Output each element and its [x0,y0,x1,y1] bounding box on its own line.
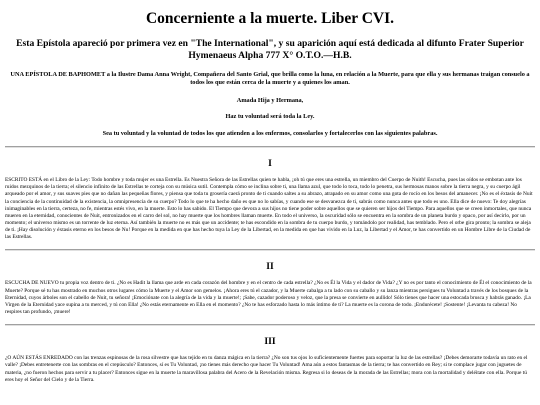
law-statement: Haz tu voluntad será toda la Ley. [225,113,315,121]
divider [5,249,535,251]
page-title: Concerniente a la muerte. Liber CVI. [145,10,395,27]
section-number: III [264,336,276,348]
blessing-paragraph: Sea tu voluntad y la voluntad de todos los que atienden a los enfermos, consolarlos y fortalecerlos con las siguientes palabras. [102,129,438,137]
section-text: ¿O AÚN ESTÁS ENREDADO con las trenzas espinosas de la rosa silvestre que has tejido en tu danza mágica en la tierra? ¿No son tus ojos lo suficientemente fuertes para soportar la luz de las estrellas? ¡Debes demorarte todavía un rato en el valle? ¡Debes entretenerte con las sombras en el crepúsculo? Entonces, sí es Tu Voluntad, ¡no tienes más derecho que hacer Tu Voluntad! Ama aún a estos fantasmas de la tierra; te has convertido en Rey; si te complace jugar con juguetes de materia, ¿no fueron hechos para servir a tu placer? Entonces sigue en la muerte la maravillosa palabra del Acero de la Revelación misma. Regresa si lo deseas de la morada de las Estrellas; mora con la mortalidad y deléitate con ella. Porque tú eres hoy el Señor del Cielo y de la Tierra. [5,355,528,383]
subtitle: Esta Epístola apareció por primera vez en "The International", y su aparición aquí está dedicada al difunto Frater Superior Hymenaeus Alpha 777 X° O.T.O.—H.B. [16,38,524,61]
salutation: Amada Hija y Hermana, [236,96,304,104]
section-text: ESCRITO ESTÁ en el Libro de la Ley: Todo hombre y toda mujer es una Estrella. Es Nuestra Señora de las Estrellas quien te habla, ¡oh tú que eres una estrella, un miembro del Cuerpo de Nuith! Escucha, pues las oídos se embotan ante los ruidos mezquinos de la tierra; el silencio infinito de las Estrellas te corteja con su música sutil. Contempla cómo se inclina sobre ti, una llama azul, que todo lo toca, todo lo penetra, sus hermosas manos sobre la tierra negra, y su cuerpo ágil arqueado por el amor, y sus suaves pies que no dañan las pequeñas flores, y piensa que toda tu grosería caerá pronto de ti cuando saltes a su abrazo, atrapado en su amor como una gota de rocío en los besos del amanecer. ¡No es el éxtasis de Nuit la conciencia de la continuidad de la existencia, la omnipresencia de su cuerpo? Todo lo que te ha hecho daño es que no lo sabías, y cuando ese se desvanezca de ti, sabrás como nunca antes que todo es uno. Ella dice de nuevo: Te doy alegrías inimaginables en la tierra, certeza, no fe, mientras estés vivo, en la muerte. Esto lo has sabido. El Tiempo que devora a sus hijos no tiene poder sobre aquellos que se quieren ser hijos del Tiempo. Para aquellos que se creen inmortales, que nunca mueren en la eternidad, conocientes de Nuit, entronizados en el carro del sol, no hay muerte que los hombres llaman muerte. En todo el universo, la oscuridad sólo se encuentra en la sombra de un planeta burdo y opaco, por así decirlo, por un momento; el universo mismo es un torrente de luz eterna. Así también la muerte no es más que un accidente; te has escondido en la sombra de tu cuerpo burdo, y tomándolo por realidad, has temblado. Pero el orbe gira pronto; la sombra se aleja de ti. ¡Hay disolución y éxtasis eterno en los besos de Nu! Porque en la medida en que has hecho tuya la Ley de la Libertad, en la medida en que has vivido en la Luz, la Libertad y el Amor, te has convertido en un Hombre Libre de la Ciudad de las Estrellas. [5,177,533,241]
divider [5,146,535,148]
section-number: I [268,158,272,170]
intro-paragraph: UNA EPÍSTOLA DE BAPHOMET a la Ilustre Dama Anna Wright, Compañera del Santo Grial, que brilla como la luna, en relación a la Muerte, para que ella y sus hermanas traigan consuelo a todos los que están cerca de la muerte y a quienes los aman. [10,71,530,87]
divider [5,324,535,326]
section-number: II [266,261,274,273]
section-text: ESCUCHA DE NUEVO tu propia voz dentro de ti. ¿No es Hadit la llama que arde en cada corazón del hombre y en el centro de cada estrella? ¿No es Él la Vida y el dador de Vida? ¿Y no es por tanto el conocimiento de Él el conocimiento de la Muerte? Porque sé tu has mostrado en muchos otros lugares cómo la Muerte y el Amor son gemelos. ¡Ahora eres tú el cazador, y la Muerte cabalga a tu lado con su caballo y su lanza mientras persigues tu Voluntad a través de los bosques de la Eternidad, cuyos árboles son el cabello de Nuit, tu señora! ¡Emociónate con la alegría de la vida y la muerte!; ¡Sabe, cazador poderoso y veloz, que la presa se convierte en aullido! Sólo tienes que hacer una estocada brusca y habrás ganado. ¡La Virgen de la Eternidad yace supina a tu merced, y tú con Ella! ¿No estás eternamente en Ella en el momento? ¿No te has esforzado hasta lo más íntimo de ti? La muerte es la corona de todo. ¡Endurécete! ¡Sostente! ¡Levanta tu cabeza! No respires tan profundo, ¡muere! [5,280,532,316]
